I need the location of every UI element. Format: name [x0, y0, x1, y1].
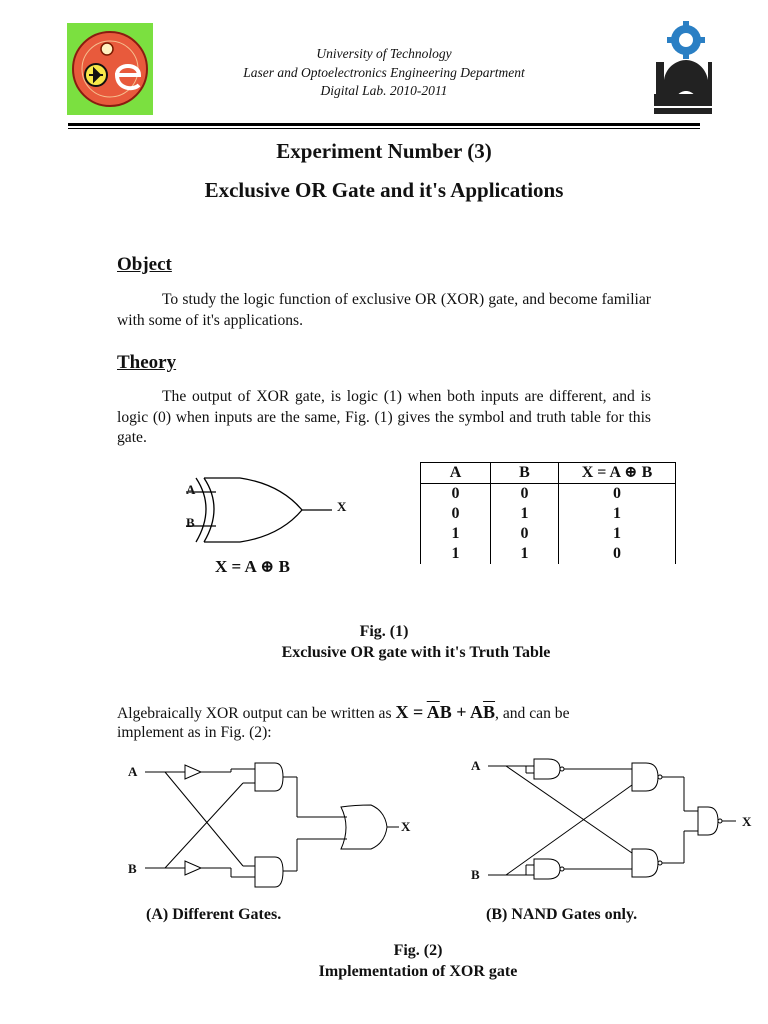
- theory-paragraph: [117, 387, 651, 449]
- fig2b-output-x: X: [742, 814, 752, 829]
- xor-equation: X = A ⊕ B: [215, 557, 290, 576]
- xor-nand-gates-circuit: [470, 755, 745, 895]
- header-university: University of Technology: [316, 46, 452, 61]
- algebra-equation: $X = \overline{A}B + A\overline{B}$: [395, 702, 496, 722]
- algebra-text: Algebraically XOR output can be written as: [117, 705, 392, 722]
- object-paragraph: [117, 290, 651, 331]
- cell: 1: [491, 504, 559, 524]
- cell: 0: [559, 484, 676, 505]
- cell: 1: [421, 524, 491, 544]
- cell: 1: [559, 524, 676, 544]
- fig2b-caption: (B) NAND Gates only.: [486, 906, 638, 923]
- algebra-line: [117, 702, 677, 723]
- cell: 0: [491, 524, 559, 544]
- cell: 1: [491, 544, 559, 564]
- table-row: [421, 504, 676, 524]
- experiment-number: Experiment Number (3): [276, 139, 492, 163]
- header-rule: [68, 123, 700, 126]
- fig2b-input-b: B: [471, 867, 480, 882]
- cell: 1: [421, 544, 491, 564]
- cell: 1: [559, 504, 676, 524]
- fig2-number: Fig. (2): [393, 942, 443, 959]
- fig2a-input-b: B: [128, 861, 137, 876]
- theory-heading: Theory: [117, 352, 177, 373]
- fig2a-caption: (A) Different Gates.: [146, 906, 282, 923]
- header-a: A: [421, 463, 491, 484]
- header-lab: Digital Lab. 2010-2011: [320, 83, 448, 98]
- cell: 0: [491, 484, 559, 505]
- fig2-caption: Implementation of XOR gate: [318, 963, 518, 980]
- table-row: [421, 484, 676, 505]
- truth-table-header: [421, 463, 676, 484]
- header-department: Laser and Optoelectronics Engineering Department: [243, 65, 525, 80]
- header-rule-thin: [68, 128, 700, 129]
- fig2a-output-x: X: [401, 819, 411, 834]
- truth-table: [420, 462, 676, 564]
- xor-different-gates-circuit: [125, 755, 415, 895]
- header-b: B: [491, 463, 559, 484]
- xor-input-a-label: A: [186, 482, 196, 497]
- xor-gate-symbol: [180, 470, 360, 555]
- object-heading: Object: [117, 254, 172, 275]
- algebra-text-after: , and can be: [495, 705, 570, 722]
- theory-text: The output of XOR gate, is logic (1) when both inputs are different, and is logic (0) when inputs are the same, Fig. (1) gives the symbol and truth table for this gate.: [117, 388, 651, 446]
- fig1-caption: Exclusive OR gate with it's Truth Table: [281, 644, 551, 661]
- xor-output-label: X: [337, 499, 347, 514]
- fig1-number: Fig. (1): [359, 623, 409, 640]
- object-text: To study the logic function of exclusive OR (XOR) gate, and become familiar with some of it's applications.: [117, 291, 651, 329]
- algebra-line2: implement as in Fig. (2):: [117, 724, 272, 741]
- fig2a-input-a: A: [128, 764, 138, 779]
- table-row: [421, 524, 676, 544]
- experiment-title: Exclusive OR Gate and it's Applications: [204, 178, 564, 202]
- cell: 0: [421, 504, 491, 524]
- table-row: [421, 544, 676, 564]
- xor-input-b-label: B: [186, 515, 195, 530]
- cell: 0: [421, 484, 491, 505]
- header-x: X = A ⊕ B: [559, 463, 676, 484]
- cell: 0: [559, 544, 676, 564]
- fig2b-input-a: A: [471, 758, 481, 773]
